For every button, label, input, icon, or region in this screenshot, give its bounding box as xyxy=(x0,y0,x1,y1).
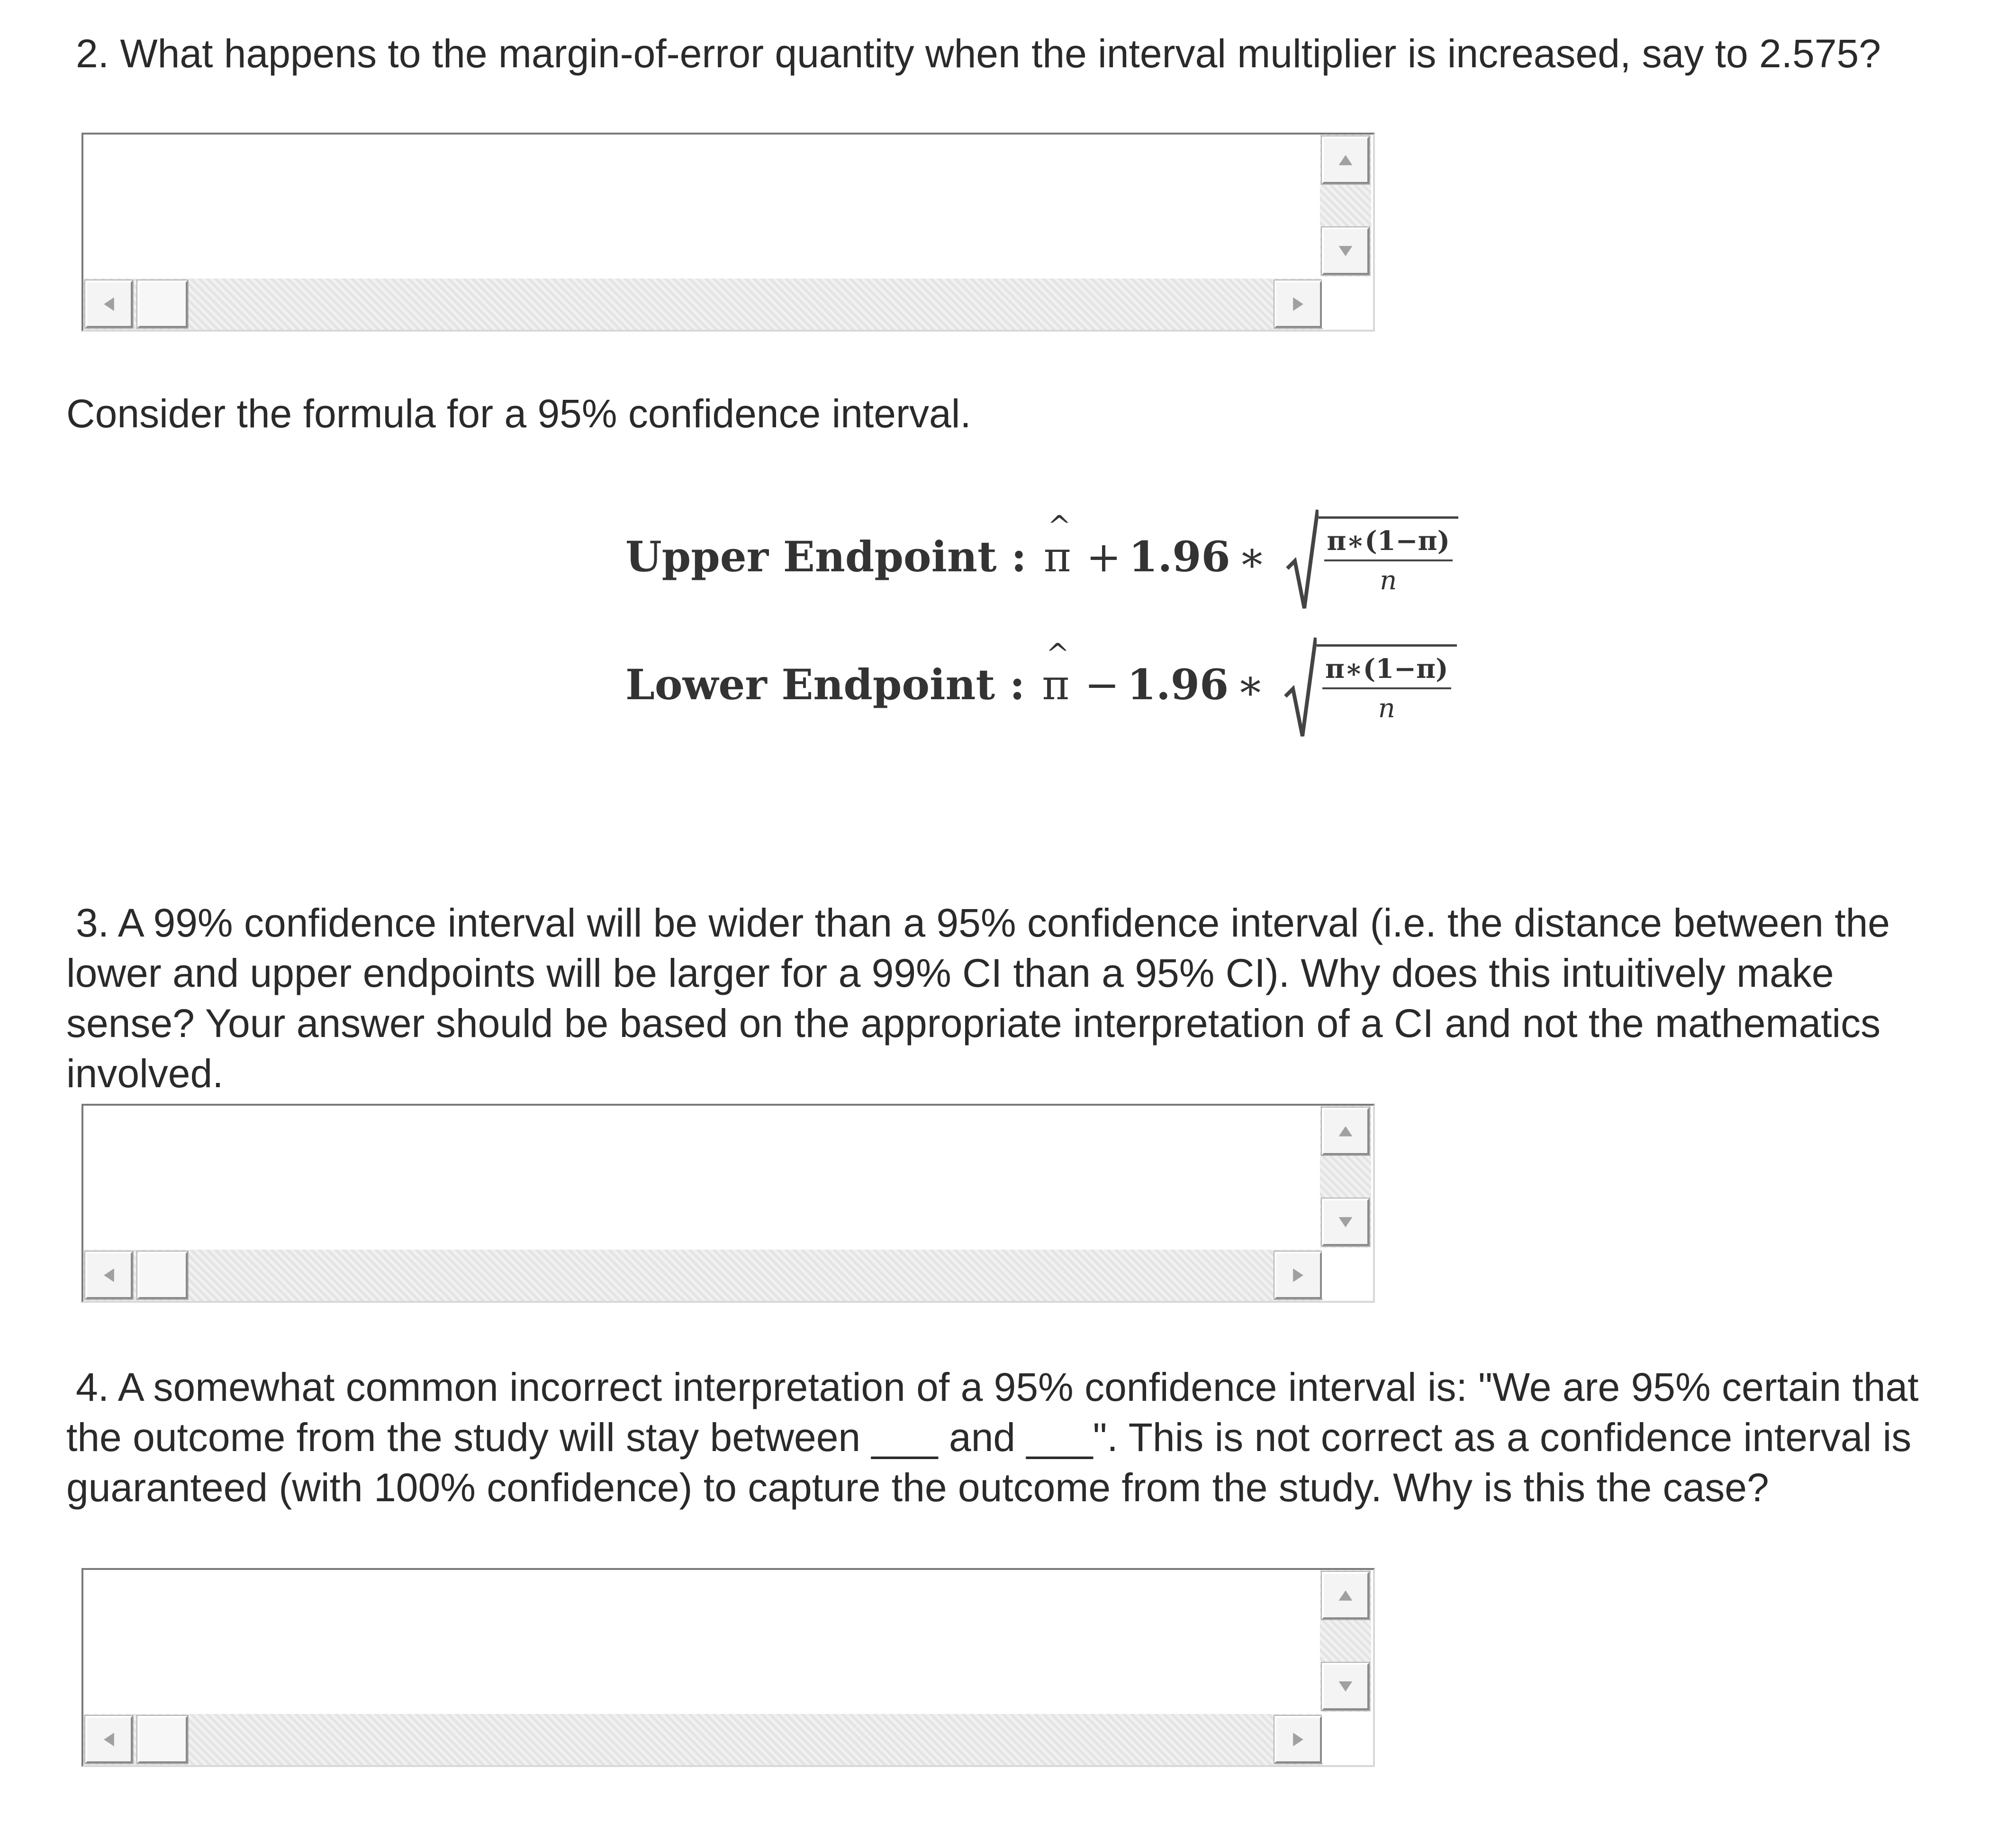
plus-operator: + xyxy=(1086,532,1121,581)
scroll-right-button[interactable] xyxy=(1274,1252,1322,1299)
scroll-right-button[interactable] xyxy=(1274,280,1322,328)
answer-input-2[interactable] xyxy=(83,135,1310,277)
arrow-up-icon xyxy=(1337,152,1354,169)
answer-box-2[interactable] xyxy=(81,133,1375,332)
scroll-thumb[interactable] xyxy=(137,280,188,328)
radicand-numerator: π∗(1−π) xyxy=(1322,653,1451,689)
scroll-thumb[interactable] xyxy=(137,1252,188,1299)
question-4-text: 4. A somewhat common incorrect interpretation of a 95% confidence interval is: "We are 95% certain that the outcome from the study will stay between ___ and ___". This is not correct as a confidence interval is guaranteed (with 100% confidence) to capture the outcome from the study. Why is this the case? xyxy=(66,1365,1919,1510)
arrow-down-icon xyxy=(1337,1214,1354,1231)
question-3-text: 3. A 99% confidence interval will be wider than a 95% confidence interval (i.e. the distance between the lower and upper endpoints will be larger for a 99% CI than a 95% CI). Why does this intuitively make sense? Your answer should be based on the appropriate interpretation of a CI and not the mathematics involved. xyxy=(66,901,1890,1096)
radical-sign-icon xyxy=(1285,502,1319,611)
scroll-left-button[interactable] xyxy=(85,1252,133,1299)
upper-endpoint-label: Upper Endpoint : xyxy=(625,532,1027,581)
square-root xyxy=(1285,502,1459,611)
arrow-up-icon xyxy=(1337,1587,1354,1604)
radicand-denominator: n xyxy=(1380,565,1397,596)
radical-sign-icon xyxy=(1283,630,1317,739)
pi-hat-symbol: ^ π xyxy=(1042,660,1069,709)
scrollbar-corner xyxy=(1322,1250,1371,1299)
minus-operator: − xyxy=(1084,660,1120,709)
formula-intro-text: Consider the formula for a 95% confidence interval. xyxy=(66,391,971,436)
times-operator: ∗ xyxy=(1238,532,1266,581)
horizontal-scrollbar[interactable] xyxy=(83,279,1322,330)
answer-box-4[interactable] xyxy=(81,1568,1375,1767)
arrow-left-icon xyxy=(100,1267,117,1284)
horizontal-scrollbar[interactable] xyxy=(83,1714,1322,1765)
arrow-right-icon xyxy=(1290,1731,1307,1748)
answer-box-3[interactable] xyxy=(81,1104,1375,1303)
scroll-left-button[interactable] xyxy=(85,1716,133,1763)
arrow-down-icon xyxy=(1337,243,1354,260)
radicand-numerator: π∗(1−π) xyxy=(1324,525,1453,561)
arrow-up-icon xyxy=(1337,1123,1354,1140)
times-operator: ∗ xyxy=(1236,660,1265,709)
multiplier-value: 1.96 xyxy=(1129,532,1230,581)
horizontal-scrollbar[interactable] xyxy=(83,1250,1322,1301)
lower-endpoint-formula xyxy=(625,630,1457,739)
arrow-left-icon xyxy=(100,296,117,313)
answer-input-3[interactable] xyxy=(83,1106,1310,1248)
arrow-right-icon xyxy=(1290,296,1307,313)
scroll-up-button[interactable] xyxy=(1322,136,1369,184)
multiplier-value: 1.96 xyxy=(1127,660,1229,709)
scroll-left-button[interactable] xyxy=(85,280,133,328)
radicand-denominator: n xyxy=(1378,693,1395,724)
scroll-up-button[interactable] xyxy=(1322,1572,1369,1619)
scroll-down-button[interactable] xyxy=(1322,1663,1369,1710)
lower-endpoint-label: Lower Endpoint : xyxy=(625,660,1025,709)
scroll-down-button[interactable] xyxy=(1322,227,1369,275)
arrow-down-icon xyxy=(1337,1678,1354,1695)
question-2-text: 2. What happens to the margin-of-error quantity when the interval multiplier is increased, say to 2.575? xyxy=(76,31,1881,76)
upper-endpoint-formula xyxy=(625,502,1458,611)
arrow-right-icon xyxy=(1290,1267,1307,1284)
pi-hat-symbol: ^ π xyxy=(1044,532,1071,581)
arrow-left-icon xyxy=(100,1731,117,1748)
scroll-thumb[interactable] xyxy=(137,1716,188,1763)
square-root xyxy=(1283,630,1457,739)
scroll-up-button[interactable] xyxy=(1322,1108,1369,1155)
scrollbar-corner xyxy=(1322,1714,1371,1763)
scroll-right-button[interactable] xyxy=(1274,1716,1322,1763)
answer-input-4[interactable] xyxy=(83,1570,1310,1712)
scroll-down-button[interactable] xyxy=(1322,1199,1369,1246)
scrollbar-corner xyxy=(1322,279,1371,328)
